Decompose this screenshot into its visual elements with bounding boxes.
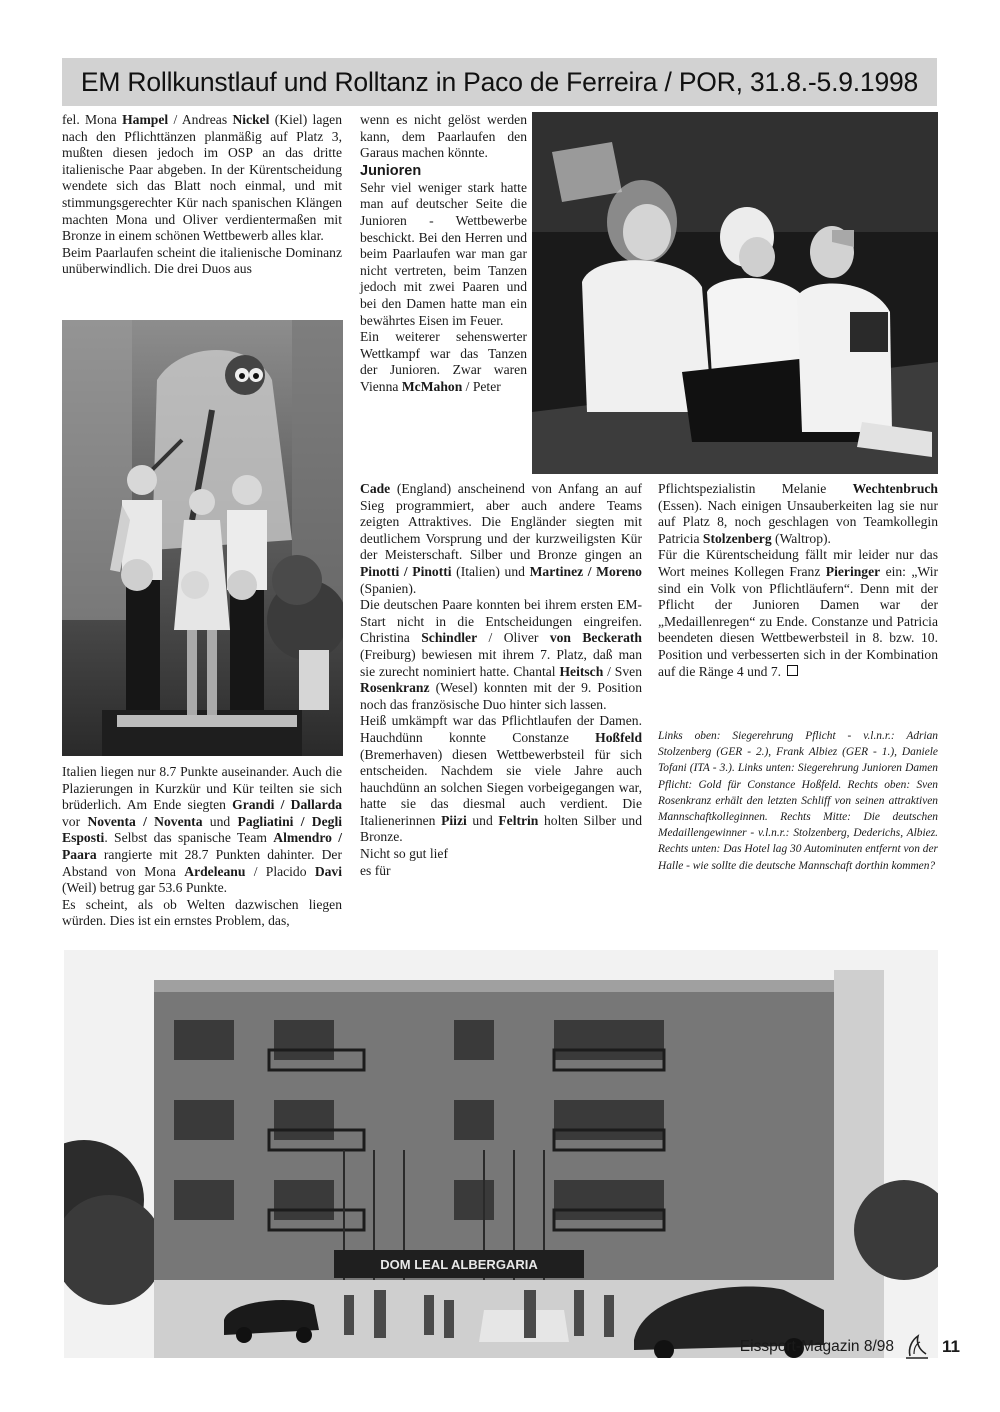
paragraph: Die deutschen Paare konnten bei ihrem ersten EM-Start nicht in die Entscheidungen eingreifen. Christina Schindler / Oliver von Beckerath (Freiburg) bewiesen mit ihrem 7. Platz, daß man sie zurecht nominiert hatte. Chantal Heitsch / Sven Rosenkranz (Wesel) konnten mit der 9. Position noch das französische Duo hinter sich lassen. [360,597,642,712]
bold-name: Hoßfeld [595,729,642,745]
bold-name: Noventa / Noventa [87,813,203,829]
article-title: EM Rollkunstlauf und Rolltanz in Paco de Ferreira / POR, 31.8.-5.9.1998 [80,66,919,97]
column-2-bottom [360,481,642,879]
bold-name: Piizi [441,812,467,828]
bold-name: Feltrin [498,812,539,828]
bold-name: von Beckerath [549,630,642,646]
page-number: 11 [942,1337,960,1356]
paragraph: Beim Paarlaufen scheint die italienische Dominanz unüberwindlich. Die drei Duos aus [62,244,342,277]
bold-name: Wechtenbruch [852,481,938,496]
hotel-sign-text: DOM LEAL ALBERGARIA [380,1257,538,1272]
article-header [62,58,937,106]
page-footer [730,1332,960,1362]
paragraph: Ein weiterer sehenswerter Wettkampf war das Tanzen der Junioren. Zwar waren Vienna McMahon / Peter [360,329,527,394]
bold-name: Pinotti / Pinotti [360,563,452,579]
section-heading: Junioren [360,162,422,179]
bold-name: Rosenkranz [360,680,430,696]
paragraph [658,547,938,680]
end-of-article-icon [787,665,798,676]
bold-name: Almendro / Paara [62,830,342,862]
bold-name: McMahon [401,378,463,394]
photo-hotel [64,950,938,1358]
photo-team-preparation [532,112,938,474]
bold-name: Nickel [232,112,270,127]
column-2-top [360,112,527,396]
bold-name: Schindler [421,630,478,646]
bold-name: Martinez / Moreno [529,563,642,579]
column-1-top [62,112,342,278]
photo-podium-ceremony [62,320,343,756]
hotel-photo-graphic [64,950,938,1358]
column-3 [658,481,938,680]
bold-name: Ardeleanu [184,863,246,879]
paragraph: es für [360,862,391,878]
paragraph: Es scheint, als ob Welten dazwischen liegen würden. Dies ist ein ernstes Problem, das, [62,896,342,929]
bold-name: Grandi / Dallarda [232,797,342,813]
bold-name: Davi [314,863,342,879]
bold-name: Stolzenberg [702,530,772,546]
paragraph: Pflichtspezialistin Melanie Wechtenbruch (Essen). Nach einigen Unsauberkeiten lag sie nur auf Platz 8, noch geschlagen von Teamkollegin Patricia Stolzenberg (Waltrop). [658,481,938,546]
paragraph: fel. Mona Hampel / Andreas Nickel (Kiel) lagen nach den Pflichttänzen planmäßig auf Platz 3, mußten diesen jedoch im OSP an das dritte italienische Paar abgeben. In der Kürentscheidung wendete sich das Blatt noch einmal, und mit stimmungsgerechter Kür nach spanischen Klängen machten Mona und Oliver verdientermaßen mit Bronze in einem schönen Wettbewerb alles klar. [62,112,342,244]
paragraph: Cade (England) anscheinend von Anfang an auf Sieg programmiert, aber auch andere Teams zeigten Attraktives. Die Engländer siegten mit deutlichem Vorsprung und der kurzweiligsten Kür der Meisterschaft. Silber und Bronze gingen an Pinotti / Pinotti (Italien) und Martinez / Moreno (Spanien). [360,481,642,596]
bold-name: Heitsch [559,663,604,679]
column-1-bottom [62,764,342,930]
paragraph: Sehr viel weniger stark hatte man auf deutscher Seite die Junioren - Wettbewerbe beschickt. Bei den Herren und beim Paarlaufen war man gar nicht vertreten, beim Tanzen jedoch mit zwei Paaren und bei den Damen hatte man ein bewährtes Eisen im Feuer. [360,179,527,328]
bold-name: Pieringer [825,563,881,579]
photo-captions: Links oben: Siegerehrung Pflicht - v.l.n.r.: Adrian Stolzenberg (GER - 2.), Frank Albiez (GER - 1.), Daniele Tofani (ITA - 3.). Links unten: Siegerehrung Junioren Damen Pflicht: Gold für Constance Hoßfeld. Rechts oben: Sven Rosenkranz erhält den letzten Schliff von seinen attraktiven Mannschaftkolleginnen. Rechts Mitte: Die deutschen Medaillengewinner - v.l.n.r.: Stolzenberg, Dederichs, Albiez. Rechts unten: Das Hotel lag 30 Autominuten entfernt von der Halle - wie sollte die deutsche Mannschaft dorthin kommen? [658,730,938,872]
paragraph: Italien liegen nur 8.7 Punkte auseinander. Auch die Plazierungen in Kurzkür und Kür teilten sie sich brüderlich. Am Ende siegten Grandi / Dallarda vor Noventa / Noventa und Pagliatini / Degli Esposti. Selbst das spanische Team Almendro / Paara rangierte mit 28.7 Punkten dahinter. Der Abstand von Mona Ardeleanu / Placido Davi (Weil) betrug gar 53.6 Punkte. [62,764,343,896]
bold-name: Pagliatini / Degli Esposti [62,813,343,846]
bold-name: Hampel [122,112,169,127]
team-photo-graphic [532,112,938,474]
paragraph: Heiß umkämpft war das Pflichtlaufen der Damen. Hauchdünn konnte Constanze Hoßfeld (Bremerhaven) diesen Wettbewerbsteil für sich entscheiden. Nachdem sie viele Jahre auch hauchdünn an solchen Siegen vorbeigegangen war, hatte sie das diesmal auch verdient. Die Italienerinnen Piizi und Feltrin holten Silber und Bronze. [360,713,643,845]
magazine-issue: Eissport-Magazin 8/98 [739,1338,895,1355]
bold-name: Cade [360,481,391,496]
paragraph: wenn es nicht gelöst werden kann, dem Paarlaufen den Garaus machen könnte. [360,112,527,161]
paragraph-text: Für die Kürentscheidung fällt mir leider nur das Wort meines Kollegen Franz Pieringer ein: „Wir sind ein Volk von Pflichtläufern“. Denn mit der Pflicht der Junioren Damen war der „Medaillenregen“ zu Ende. Constanze und Patricia beendeten diesen Wettbewerbsteil in 8. bzw. 10. Position und verbesserten sich in der Kombination auf die Ränge 4 und 7. [658,547,938,679]
podium-photo-graphic [62,320,343,756]
skate-logo-icon [900,1332,934,1362]
paragraph: Nicht so gut lief [360,846,448,862]
